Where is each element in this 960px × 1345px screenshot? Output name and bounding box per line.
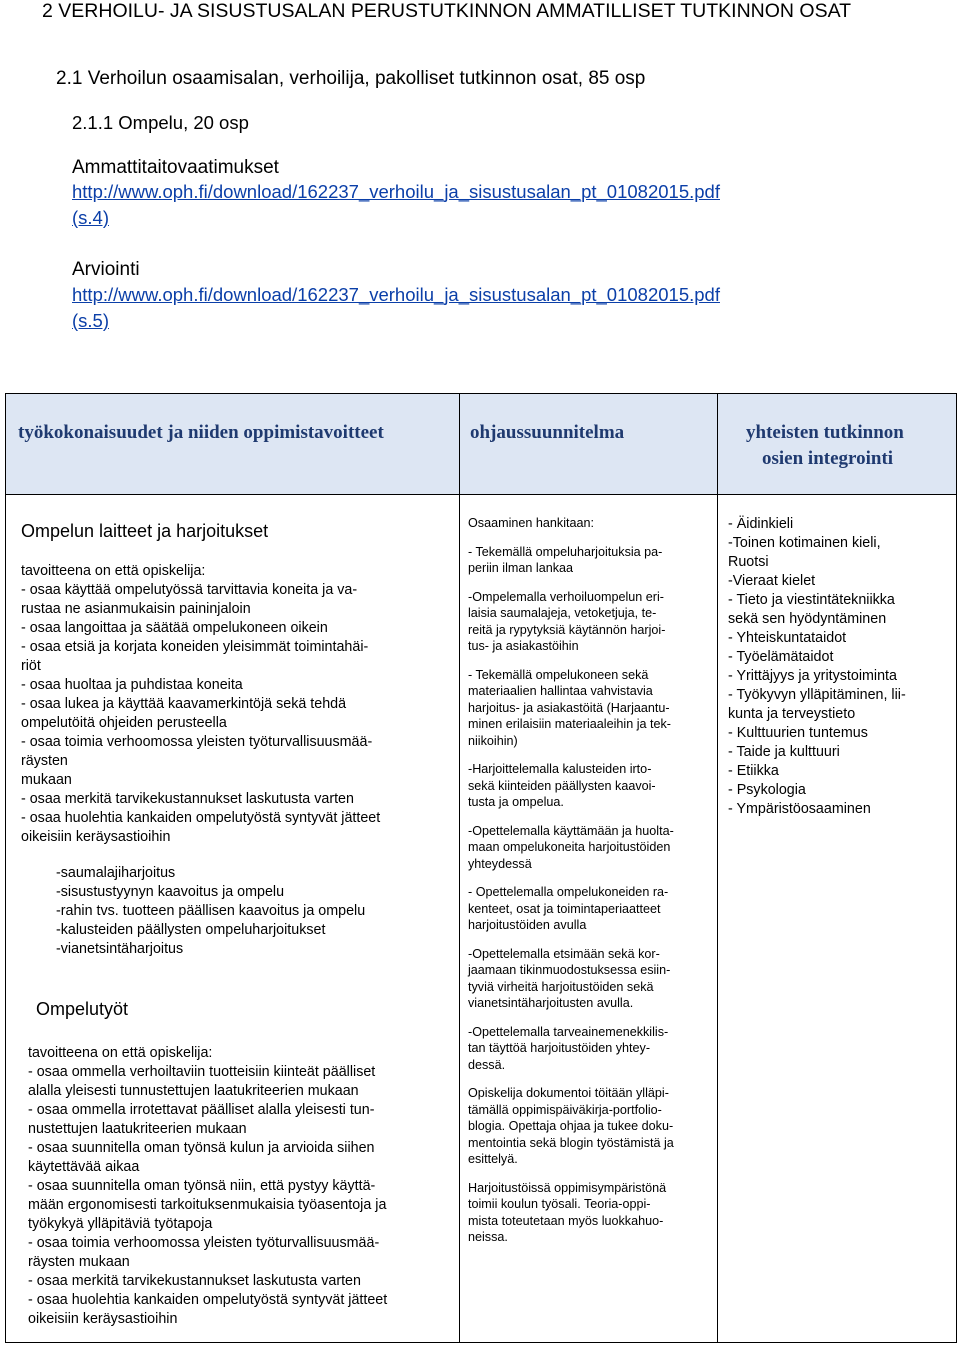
guidance-line: -Opettelemalla etsimään sekä kor-: [468, 946, 660, 961]
objective-line: - osaa lukea ja käyttää kaavamerkintöjä sekä tehdä: [21, 696, 347, 712]
guidance-paragraph: [468, 1085, 716, 1168]
guidance-line: maan ompelukoneita harjoitustöiden: [468, 840, 671, 854]
common-unit-item: - Kulttuurien tuntemus: [728, 725, 868, 741]
guidance-line: periin ilman lankaa: [468, 561, 574, 575]
objective-line: - osaa suunnitella oman työnsä kulun ja arvioida siihen: [28, 1140, 375, 1156]
guidance-paragraph: [468, 761, 716, 811]
header-integration: osien integrointi: [762, 448, 894, 469]
guidance-line: -Harjoittelemalla kalusteiden irto-: [468, 762, 652, 776]
col2-guidance: [468, 515, 716, 1258]
guidance-line: dessä.: [468, 1057, 506, 1072]
guidance-paragraph: [468, 589, 716, 655]
guidance-line: harjoitus- ja asiakastöitä (Harjaantu-: [468, 700, 670, 715]
common-unit-item: -Toinen kotimainen kieli,: [728, 535, 881, 551]
common-unit-item: -Vieraat kielet: [728, 573, 816, 589]
objective-line: tavoitteena on että opiskelija:: [28, 1045, 213, 1061]
unit-title: 2.1.1 Ompelu, 20 osp: [72, 112, 249, 133]
ammattitaito-page-link[interactable]: (s.4): [72, 207, 109, 228]
common-unit-item: Ruotsi: [728, 554, 769, 570]
guidance-line: tyviä virheitä harjoitustöiden sekä: [468, 979, 654, 994]
common-unit-item: sekä sen hyödyntäminen: [728, 611, 887, 627]
common-unit-item: - Työelämätaidot: [728, 649, 834, 665]
guidance-line: esittelyä.: [468, 1152, 518, 1166]
common-unit-item: - Työkyvyn ylläpitäminen, lii-: [728, 687, 906, 703]
guidance-paragraph: [468, 823, 716, 873]
guidance-line: vianetsintäharjoitusten avulla.: [468, 996, 634, 1010]
guidance-line: sekä kiinteiden päällysten kaavoi-: [468, 778, 656, 793]
guidance-line: tämällä oppimispäiväkirja-portfolio-: [468, 1102, 662, 1117]
guidance-line: yhteydessä: [468, 856, 532, 871]
objective-line: - osaa toimia verhoomossa yleisten työturvallisuusmää-: [28, 1235, 380, 1251]
guidance-line: -Opettelemalla käyttämään ja huolta-: [468, 823, 674, 838]
objective-line: - osaa huolehtia kankaiden ompelutyöstä syntyvät jätteet: [28, 1292, 388, 1308]
common-unit-item: - Etiikka: [728, 763, 779, 779]
exercise-line: -sisustustyynyn kaavoitus ja ompelu: [56, 884, 285, 900]
guidance-line: minen erilaisiin materiaaleihin ja tek-: [468, 717, 671, 731]
objective-line: - osaa toimia verhoomossa yleisten työturvallisuusmää-: [21, 734, 373, 750]
common-unit-item: - Ympäristöosaaminen: [728, 801, 871, 817]
section-title-sewing-work: Ompelutyöt: [36, 999, 129, 1019]
objective-line: työkykyä ylläpitäviä työtapoja: [28, 1216, 213, 1232]
guidance-line: mentointia sekä blogin työstämistä ja: [468, 1135, 674, 1150]
common-unit-item: - Yhteiskuntataidot: [728, 630, 847, 646]
objective-line: ompelutöitä ohjeiden perusteella: [21, 715, 227, 731]
common-unit-item: - Taide ja kulttuuri: [728, 744, 840, 760]
objective-line: mukaan: [21, 772, 72, 788]
common-unit-item: - Psykologia: [728, 782, 806, 798]
objective-line: riöt: [21, 658, 41, 674]
objective-line: - osaa etsiä ja korjata koneiden yleisimmät toimintahäi-: [21, 639, 369, 655]
guidance-line: tus- ja asiakastöihin: [468, 639, 579, 653]
exercise-line: -kalusteiden päällysten ompeluharjoitukset: [56, 922, 326, 938]
common-unit-item: - Tieto ja viestintätekniikka: [728, 592, 895, 608]
guidance-line: tan täyttöä harjoitustöiden yhtey-: [468, 1041, 651, 1055]
guidance-line: -Ompelemalla verhoiluompelun eri-: [468, 589, 664, 604]
common-unit-item: - Yrittäjyys ja yritystoiminta: [728, 668, 897, 684]
col1-section-1: [21, 520, 451, 542]
guidance-line: materiaalien hallintaa vahvistavia: [468, 684, 653, 698]
subsection-title: 2.1 Verhoilun osaamisalan, verhoilija, pakolliset tutkinnon osat, 85 osp: [56, 68, 646, 89]
guidance-line: tusta ja ompelua.: [468, 795, 564, 809]
guidance-paragraph: [468, 946, 716, 1012]
header-common-units: yhteisten tutkinnon: [746, 422, 904, 443]
guidance-paragraph: [468, 884, 716, 934]
exercise-line: -rahin tvs. tuotteen päällisen kaavoitus ja ompelu: [56, 903, 366, 919]
objective-line: tavoitteena on että opiskelija:: [21, 563, 206, 579]
objective-line: - osaa ommella irrotettavat päälliset alalla yleisesti tun-: [28, 1102, 375, 1118]
guidance-paragraph: [468, 667, 716, 750]
col1-objectives-2: [28, 1044, 458, 1329]
objective-line: - osaa huolehtia kankaiden ompelutyöstä syntyvät jätteet: [21, 810, 381, 826]
guidance-line: - Tekemällä ompeluharjoituksia pa-: [468, 544, 663, 559]
col1-section-2: [36, 998, 466, 1020]
objective-line: - osaa suunnitella oman työnsä niin, että pystyy käyttä-: [28, 1178, 376, 1194]
objective-line: räysten: [21, 753, 68, 769]
guidance-line: kenteet, osat ja toimintaperiaatteet: [468, 901, 661, 916]
objective-line: - osaa huoltaa ja puhdistaa koneita: [21, 677, 243, 693]
guidance-line: laisia saumalajeja, vetoketjuja, te-: [468, 606, 657, 620]
guidance-paragraph: [468, 544, 716, 577]
arviointi-link[interactable]: http://www.oph.fi/download/162237_verhoilu_ja_sisustusalan_pt_01082015.pdf: [72, 284, 720, 305]
guidance-paragraph: [468, 1024, 716, 1074]
objective-line: alalla yleisesti tunnustettujen laatukriteerien mukaan: [28, 1083, 359, 1099]
objective-line: - osaa merkitä tarvikekustannukset laskutusta varten: [21, 791, 354, 807]
ammattitaito-label: Ammattitaitovaatimukset: [72, 157, 279, 178]
guidance-line: - Opettelemalla ompelukoneiden ra-: [468, 885, 669, 899]
ammattitaito-link[interactable]: http://www.oph.fi/download/162237_verhoilu_ja_sisustusalan_pt_01082015.pdf: [72, 181, 720, 202]
objective-line: oikeisiin keräysastioihin: [28, 1311, 178, 1327]
guidance-paragraph: [468, 515, 716, 532]
objective-line: rustaa ne asianmukaisin paininjaloin: [21, 601, 251, 617]
objective-line: käytettävää aikaa: [28, 1159, 140, 1175]
col1-objectives-1: [21, 562, 451, 847]
objective-line: - osaa käyttää ompelutyössä tarvittavia koneita ja va-: [21, 582, 358, 598]
guidance-line: reitä ja rypytyksiä käytännön harjoi-: [468, 622, 666, 637]
guidance-line: jaamaan tikinmuodostuksessa esiin-: [468, 963, 671, 977]
guidance-line: mista toteutetaan myös luokkahuo-: [468, 1213, 664, 1228]
objective-line: nustettujen laatukriteerien mukaan: [28, 1121, 247, 1137]
header-work-units: työkokonaisuudet ja niiden oppimistavoitteet: [18, 422, 384, 443]
column-divider: [717, 394, 718, 1342]
curriculum-table: [5, 393, 957, 1343]
guidance-paragraph: [468, 1180, 716, 1246]
guidance-line: Harjoitustöissä oppimisympäristönä: [468, 1180, 667, 1195]
objective-line: - osaa ommella verhoiltaviin tuotteisiin kiinteät päälliset: [28, 1064, 376, 1080]
objective-line: - osaa langoittaa ja säätää ompelukoneen oikein: [21, 620, 328, 636]
exercise-line: -vianetsintäharjoitus: [56, 941, 184, 957]
col1-exercises: [56, 864, 486, 959]
common-unit-item: kunta ja terveystieto: [728, 706, 856, 722]
guidance-line: neissa.: [468, 1230, 508, 1244]
objective-line: - osaa merkitä tarvikekustannukset laskutusta varten: [28, 1273, 361, 1289]
header-guidance-plan: ohjaussuunnitelma: [470, 422, 625, 443]
guidance-line: niikoihin): [468, 733, 518, 748]
section-title-sewing-equipment: Ompelun laitteet ja harjoitukset: [21, 521, 269, 541]
arviointi-page-link[interactable]: (s.5): [72, 310, 109, 331]
exercise-line: -saumalajiharjoitus: [56, 865, 176, 881]
guidance-line: -Opettelemalla tarveainemenekkilis-: [468, 1024, 669, 1039]
guidance-line: Osaaminen hankitaan:: [468, 516, 595, 530]
guidance-line: toimii koulun työsali. Teoria-oppi-: [468, 1197, 651, 1211]
objective-line: mään ergonomisesti tarkoituksenmukaisia työasentoja ja: [28, 1197, 387, 1213]
guidance-line: blogia. Opettaja ohjaa ja tukee doku-: [468, 1119, 674, 1133]
guidance-line: - Tekemällä ompelukoneen sekä: [468, 667, 649, 682]
guidance-line: Opiskelija dokumentoi töitään ylläpi-: [468, 1086, 669, 1100]
section-title: 2 VERHOILU- JA SISUSTUSALAN PERUSTUTKINNON AMMATILLISET TUTKINNON OSAT: [42, 0, 852, 22]
guidance-line: harjoitustöiden avulla: [468, 918, 587, 932]
arviointi-label: Arviointi: [72, 259, 140, 280]
common-unit-item: - Äidinkieli: [728, 516, 794, 532]
col3-common-units: [728, 515, 948, 819]
objective-line: oikeisiin keräysastioihin: [21, 829, 171, 845]
objective-line: räysten mukaan: [28, 1254, 130, 1270]
